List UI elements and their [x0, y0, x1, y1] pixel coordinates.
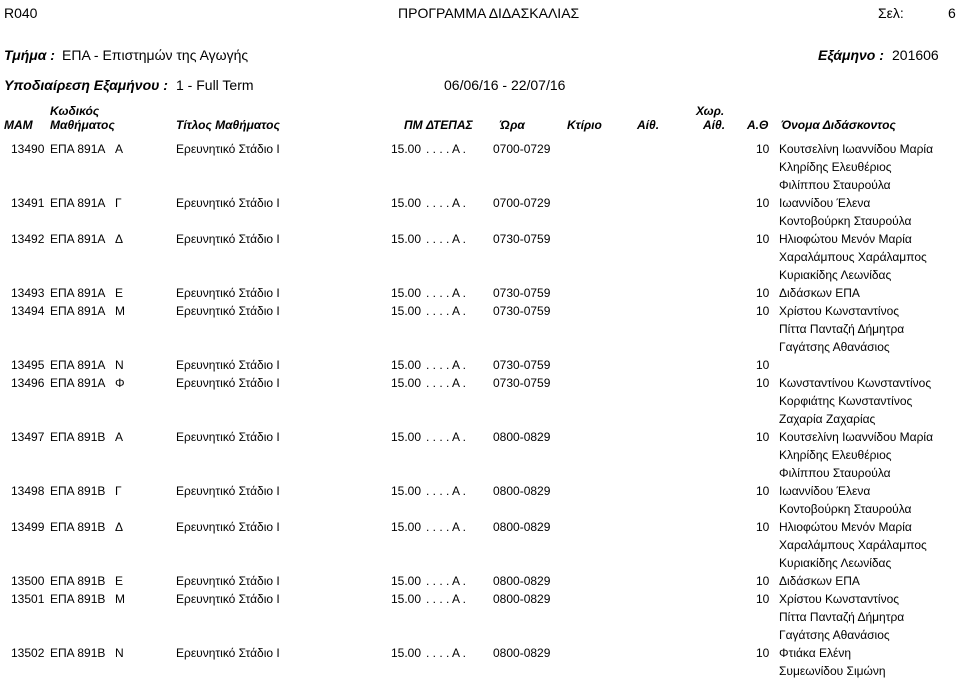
row-instructor: Γαγάτσης Αθανάσιος — [779, 628, 890, 642]
row-capacity: 10 — [756, 574, 770, 588]
row-capacity: 10 — [756, 304, 770, 318]
row-time: 0730-0759 — [493, 376, 551, 390]
row-time: 0700-0729 — [493, 142, 551, 156]
col-ath: Α.Θ — [747, 118, 769, 132]
row-course-code: ΕΠΑ 891Α — [50, 376, 106, 390]
subdivision-value: 1 - Full Term — [176, 77, 254, 93]
row-tepas: . . . . Α . — [426, 430, 467, 444]
row-instructor: Ιωαννίδου Έλενα — [779, 484, 871, 498]
row-mam: 13495 — [11, 358, 45, 372]
row-time: 0800-0829 — [493, 574, 551, 588]
row-title: Ερευνητικό Στάδιο Ι — [176, 232, 280, 246]
row-instructor: Κυριακίδης Λεωνίδας — [779, 268, 892, 282]
col-course-code-bottom: Μαθήματος — [50, 118, 115, 132]
row-tepas: . . . . Α . — [426, 574, 467, 588]
page-number: 6 — [948, 5, 956, 21]
semester-label: Εξάμηνο : — [818, 47, 884, 63]
row-mam: 13501 — [11, 592, 45, 606]
row-instructor: Διδάσκων ΕΠΑ — [779, 574, 860, 588]
row-course-code: ΕΠΑ 891Α — [50, 196, 106, 210]
row-pm: 15.00 — [391, 358, 422, 372]
row-course-code: ΕΠΑ 891Α — [50, 358, 106, 372]
row-tepas: . . . . Α . — [426, 484, 467, 498]
dept-value: ΕΠΑ - Επιστημών της Αγωγής — [62, 47, 249, 63]
row-mam: 13496 — [11, 376, 45, 390]
row-title: Ερευνητικό Στάδιο Ι — [176, 430, 280, 444]
row-time: 0730-0759 — [493, 232, 551, 246]
row-instructor: Κοντοβούρκη Σταυρούλα — [779, 502, 912, 516]
row-section: Ν — [115, 358, 124, 372]
row-tepas: . . . . Α . — [426, 142, 467, 156]
row-course-code: ΕΠΑ 891Β — [50, 484, 106, 498]
row-pm: 15.00 — [391, 592, 422, 606]
row-instructor: Φιλίππου Σταυρούλα — [779, 178, 891, 192]
row-instructor: Κληρίδης Ελευθέριος — [779, 160, 892, 174]
subdivision-label: Υποδιαίρεση Εξαμήνου : — [4, 77, 168, 93]
table-row — [0, 284, 960, 302]
page-label: Σελ: — [878, 5, 904, 21]
row-tepas: . . . . Α . — [426, 376, 467, 390]
row-section: Α — [115, 430, 124, 444]
row-instructor: Χρίστου Κωνσταντίνος — [779, 304, 900, 318]
row-tepas: . . . . Α . — [426, 286, 467, 300]
table-row — [0, 482, 960, 516]
row-instructor: Κυριακίδης Λεωνίδας — [779, 556, 892, 570]
row-capacity: 10 — [756, 592, 770, 606]
row-time: 0800-0829 — [493, 520, 551, 534]
row-capacity: 10 — [756, 484, 770, 498]
row-pm: 15.00 — [391, 196, 422, 210]
table-row — [0, 518, 960, 570]
table-row — [0, 302, 960, 354]
row-pm: 15.00 — [391, 286, 422, 300]
row-capacity: 10 — [756, 196, 770, 210]
row-course-code: ΕΠΑ 891Α — [50, 142, 106, 156]
row-capacity: 10 — [756, 646, 770, 660]
col-mam: ΜΑΜ — [4, 118, 33, 132]
row-instructor: Συμεωνίδου Σιμώνη — [779, 664, 886, 678]
row-capacity: 10 — [756, 286, 770, 300]
table-row — [0, 140, 960, 192]
row-pm: 15.00 — [391, 304, 422, 318]
row-section: Δ — [115, 232, 124, 246]
col-pm: ΠΜ — [404, 118, 423, 132]
row-mam: 13500 — [11, 574, 45, 588]
row-mam: 13498 — [11, 484, 45, 498]
row-course-code: ΕΠΑ 891Β — [50, 646, 106, 660]
row-section: Γ — [115, 196, 122, 210]
row-mam: 13499 — [11, 520, 45, 534]
row-mam: 13494 — [11, 304, 45, 318]
row-instructor: Ζαχαρία Ζαχαρίας — [779, 412, 876, 426]
row-time: 0700-0729 — [493, 196, 551, 210]
col-time: Ώρα — [500, 118, 525, 132]
row-instructor: Κωνσταντίνου Κωνσταντίνος — [779, 376, 932, 390]
row-pm: 15.00 — [391, 520, 422, 534]
row-instructor: Χαραλάμπους Χαράλαμπος — [779, 538, 927, 552]
row-course-code: ΕΠΑ 891Β — [50, 592, 106, 606]
col-capacity-bottom: Αίθ. — [703, 118, 726, 132]
row-tepas: . . . . Α . — [426, 592, 467, 606]
row-title: Ερευνητικό Στάδιο Ι — [176, 286, 280, 300]
row-time: 0730-0759 — [493, 358, 551, 372]
row-pm: 15.00 — [391, 142, 422, 156]
row-title: Ερευνητικό Στάδιο Ι — [176, 358, 280, 372]
row-tepas: . . . . Α . — [426, 196, 467, 210]
row-title: Ερευνητικό Στάδιο Ι — [176, 574, 280, 588]
row-title: Ερευνητικό Στάδιο Ι — [176, 484, 280, 498]
row-section: Μ — [115, 304, 125, 318]
row-time: 0730-0759 — [493, 286, 551, 300]
row-instructor: Κορφιάτης Κωνσταντίνος — [779, 394, 913, 408]
row-tepas: . . . . Α . — [426, 304, 467, 318]
row-title: Ερευνητικό Στάδιο Ι — [176, 142, 280, 156]
row-title: Ερευνητικό Στάδιο Ι — [176, 196, 280, 210]
row-capacity: 10 — [756, 232, 770, 246]
row-section: Ε — [115, 286, 124, 300]
row-time: 0800-0829 — [493, 646, 551, 660]
row-section: Δ — [115, 520, 124, 534]
col-tepas: ΔΤΕΠΑΣ — [426, 118, 473, 132]
row-instructor: Κουτσελίνη Ιωαννίδου Μαρία — [779, 142, 934, 156]
row-section: Γ — [115, 484, 122, 498]
semester-value: 201606 — [892, 47, 939, 63]
col-room: Αίθ. — [637, 118, 660, 132]
row-instructor: Ιωαννίδου Έλενα — [779, 196, 871, 210]
row-course-code: ΕΠΑ 891Β — [50, 430, 106, 444]
row-mam: 13492 — [11, 232, 45, 246]
row-course-code: ΕΠΑ 891Α — [50, 232, 106, 246]
table-row — [0, 356, 960, 374]
row-mam: 13490 — [11, 142, 45, 156]
row-title: Ερευνητικό Στάδιο Ι — [176, 304, 280, 318]
row-course-code: ΕΠΑ 891Β — [50, 520, 106, 534]
col-course-code-top: Κωδικός — [50, 104, 100, 118]
row-instructor: Διδάσκων ΕΠΑ — [779, 286, 860, 300]
col-instructor: Όνομα Διδάσκοντος — [781, 118, 896, 132]
col-capacity-top: Χωρ. — [696, 104, 725, 118]
report-code: R040 — [4, 5, 38, 21]
row-time: 0800-0829 — [493, 484, 551, 498]
row-instructor: Ηλιοφώτου Μενόν Μαρία — [779, 520, 912, 534]
row-title: Ερευνητικό Στάδιο Ι — [176, 646, 280, 660]
row-course-code: ΕΠΑ 891Α — [50, 286, 106, 300]
row-pm: 15.00 — [391, 574, 422, 588]
col-building: Κτίριο — [567, 118, 602, 132]
table-row — [0, 572, 960, 590]
row-capacity: 10 — [756, 358, 770, 372]
table-row — [0, 230, 960, 282]
row-mam: 13491 — [11, 196, 45, 210]
row-pm: 15.00 — [391, 484, 422, 498]
row-pm: 15.00 — [391, 232, 422, 246]
table-row — [0, 644, 960, 678]
col-title: Τίτλος Μαθήματος — [176, 118, 280, 132]
row-time: 0800-0829 — [493, 592, 551, 606]
row-tepas: . . . . Α . — [426, 232, 467, 246]
row-title: Ερευνητικό Στάδιο Ι — [176, 592, 280, 606]
row-instructor: Φιλίππου Σταυρούλα — [779, 466, 891, 480]
row-instructor: Ηλιοφώτου Μενόν Μαρία — [779, 232, 912, 246]
row-instructor: Χρίστου Κωνσταντίνος — [779, 592, 900, 606]
row-mam: 13493 — [11, 286, 45, 300]
row-section: Α — [115, 142, 124, 156]
row-mam: 13502 — [11, 646, 45, 660]
row-mam: 13497 — [11, 430, 45, 444]
row-instructor: Πίττα Πανταζή Δήμητρα — [779, 610, 905, 624]
row-capacity: 10 — [756, 376, 770, 390]
table-row — [0, 194, 960, 228]
row-tepas: . . . . Α . — [426, 358, 467, 372]
row-pm: 15.00 — [391, 430, 422, 444]
row-instructor: Πίττα Πανταζή Δήμητρα — [779, 322, 905, 336]
row-tepas: . . . . Α . — [426, 520, 467, 534]
row-section: Φ — [115, 376, 125, 390]
row-pm: 15.00 — [391, 376, 422, 390]
row-instructor: Χαραλάμπους Χαράλαμπος — [779, 250, 927, 264]
row-title: Ερευνητικό Στάδιο Ι — [176, 520, 280, 534]
row-instructor: Κληρίδης Ελευθέριος — [779, 448, 892, 462]
row-capacity: 10 — [756, 520, 770, 534]
row-section: Ε — [115, 574, 124, 588]
row-section: Μ — [115, 592, 125, 606]
row-instructor: Φτιάκα Ελένη — [779, 646, 852, 660]
row-section: Ν — [115, 646, 124, 660]
row-time: 0800-0829 — [493, 430, 551, 444]
row-capacity: 10 — [756, 142, 770, 156]
row-capacity: 10 — [756, 430, 770, 444]
table-row — [0, 374, 960, 426]
dept-label: Τμήμα : — [4, 47, 55, 63]
row-course-code: ΕΠΑ 891Α — [50, 304, 106, 318]
row-time: 0730-0759 — [493, 304, 551, 318]
row-pm: 15.00 — [391, 646, 422, 660]
date-range: 06/06/16 - 22/07/16 — [444, 77, 566, 93]
row-instructor: Κοντοβούρκη Σταυρούλα — [779, 214, 912, 228]
report-title: ΠΡΟΓΡΑΜΜΑ ΔΙΔΑΣΚΑΛΙΑΣ — [398, 5, 580, 21]
row-instructor: Κουτσελίνη Ιωαννίδου Μαρία — [779, 430, 934, 444]
row-course-code: ΕΠΑ 891Β — [50, 574, 106, 588]
table-row — [0, 428, 960, 480]
table-row — [0, 590, 960, 642]
row-tepas: . . . . Α . — [426, 646, 467, 660]
row-instructor: Γαγάτσης Αθανάσιος — [779, 340, 890, 354]
row-title: Ερευνητικό Στάδιο Ι — [176, 376, 280, 390]
